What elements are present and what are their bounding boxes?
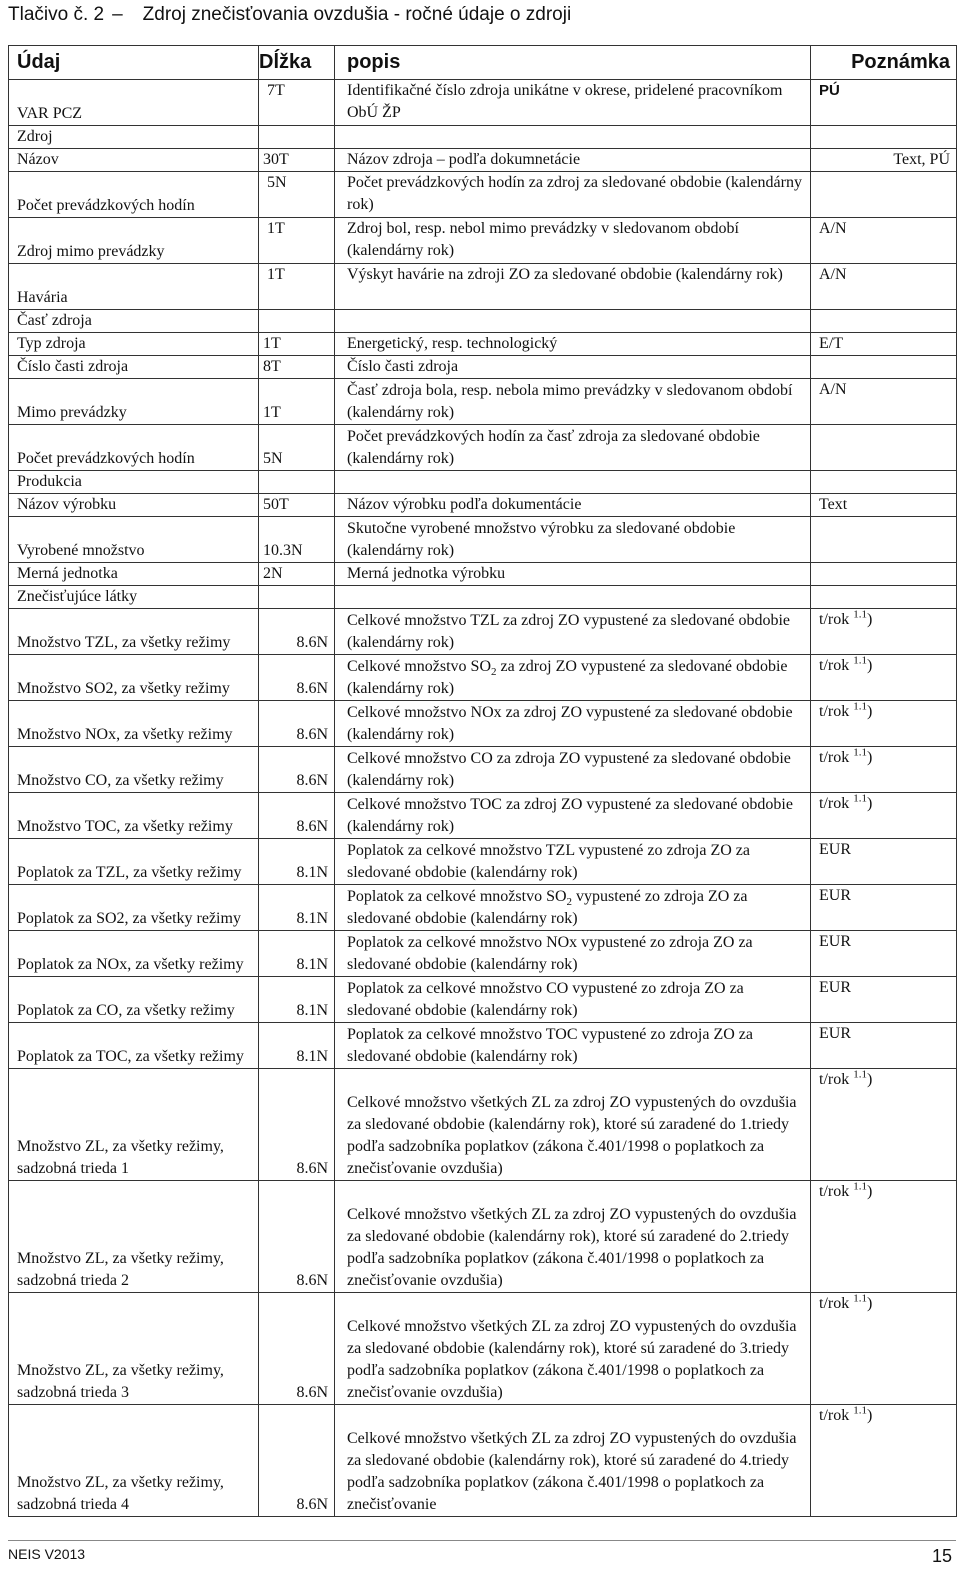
cell-udaj: Počet prevádzkových hodín bbox=[9, 425, 259, 471]
cell-popis: Celkové množstvo všetkých ZL za zdroj ZO vypustených do ovzdušia za sledované obdobie (kalendárny rok), ktoré sú zaradené do 3.triedy podľa sadzobníka poplatkov (zákona č.401/1998 o poplatkoch za znečisťovanie ovzdušia) bbox=[335, 1293, 811, 1405]
cell-udaj: Číslo časti zdroja bbox=[9, 356, 259, 379]
empty-cell bbox=[259, 471, 335, 494]
table-row bbox=[9, 609, 957, 655]
table-row bbox=[9, 218, 957, 264]
cell-poznamka: t/rok $^{1.1}$) bbox=[811, 793, 957, 839]
cell-popis: Celkové množstvo NOx za zdroj ZO vypustené za sledované obdobie (kalendárny rok) bbox=[335, 701, 811, 747]
poznamka-text: t/rok bbox=[819, 795, 850, 812]
cell-udaj: Zdroj mimo prevádzky bbox=[9, 218, 259, 264]
cell-dlzka: 5N bbox=[259, 425, 335, 471]
subscript: 2 bbox=[566, 896, 573, 909]
popis-text: Celkové množstvo SO bbox=[347, 658, 491, 675]
cell-poznamka bbox=[811, 379, 957, 425]
cell-poznamka bbox=[811, 80, 957, 126]
empty-cell bbox=[259, 126, 335, 149]
form-title bbox=[8, 2, 948, 28]
section-row bbox=[9, 471, 957, 494]
table-row bbox=[9, 885, 957, 931]
cell-popis: Poplatok za celkové množstvo CO vypustené zo zdroja ZO za sledované obdobie (kalendárny rok) bbox=[335, 977, 811, 1023]
cell-dlzka: 7T bbox=[259, 80, 335, 126]
popis-text: Poplatok za celkové množstvo SO bbox=[347, 888, 567, 905]
cell-popis: Poplatok za celkové množstvo NOx vypustené zo zdroja ZO za sledované obdobie (kalendárny rok) bbox=[335, 931, 811, 977]
footnote-ref: 1.1 bbox=[853, 1292, 867, 1305]
empty-cell bbox=[335, 310, 811, 333]
column-header-popis: popis bbox=[335, 46, 811, 80]
cell-popis: Počet prevádzkových hodín za zdroj za sledované obdobie (kalendárny rok) bbox=[335, 172, 811, 218]
cell-udaj: Počet prevádzkových hodín bbox=[9, 172, 259, 218]
footnote-ref: 1.1 bbox=[853, 792, 867, 805]
cell-dlzka: 8.1N bbox=[259, 1023, 335, 1069]
poznamka-text: Text bbox=[819, 496, 848, 513]
cell-popis: Celkové množstvo všetkých ZL za zdroj ZO vypustených do ovzdušia za sledované obdobie (kalendárny rok), ktoré sú zaradené do 1.triedy podľa sadzobníka poplatkov (zákona č.401/1998 o poplatkoch za znečisťovanie ovzdušia) bbox=[335, 1069, 811, 1181]
poznamka-text: t/rok bbox=[819, 703, 850, 720]
cell-dlzka: 1T bbox=[259, 264, 335, 310]
cell-popis: Názov výrobku podľa dokumentácie bbox=[335, 494, 811, 517]
cell-dlzka: 1T bbox=[259, 379, 335, 425]
poznamka-text: t/rok bbox=[819, 611, 850, 628]
cell-poznamka: t/rok $^{1.1}$) bbox=[811, 1405, 957, 1517]
form-label: Tlačivo č. 2 bbox=[8, 4, 105, 25]
cell-popis: Skutočne vyrobené množstvo výrobku za sledované obdobie (kalendárny rok) bbox=[335, 517, 811, 563]
cell-popis: Celkové množstvo CO za zdroja ZO vypustené za sledované obdobie (kalendárny rok) bbox=[335, 747, 811, 793]
popis-text: za zdroj ZO vypustené za sledované obdobie (kalendárny rok) bbox=[347, 658, 788, 697]
cell-poznamka bbox=[811, 425, 957, 471]
cell-popis: Merná jednotka výrobku bbox=[335, 563, 811, 586]
cell-udaj: Poplatok za TZL, za všetky režimy bbox=[9, 839, 259, 885]
popis-text: vypustené zo zdroja ZO za sledované obdobie (kalendárny rok) bbox=[347, 888, 748, 927]
footnote-ref: 1.1 bbox=[853, 700, 867, 713]
poznamka-text: t/rok bbox=[819, 1295, 850, 1312]
section-label: Znečisťujúce látky bbox=[9, 586, 259, 609]
cell-poznamka bbox=[811, 333, 957, 356]
cell-udaj: Množstvo ZL, za všetky režimy, sadzobná trieda 2 bbox=[9, 1181, 259, 1293]
cell-udaj: Množstvo SO2, za všetky režimy bbox=[9, 655, 259, 701]
poznamka-text: EUR bbox=[819, 933, 851, 950]
cell-dlzka: 8.6N bbox=[259, 1293, 335, 1405]
table-row bbox=[9, 1023, 957, 1069]
cell-popis: Celkové množstvo TZL za zdroj ZO vypustené za sledované obdobie (kalendárny rok) bbox=[335, 609, 811, 655]
empty-cell bbox=[811, 310, 957, 333]
data-table bbox=[8, 45, 957, 1517]
empty-cell bbox=[335, 586, 811, 609]
cell-popis: Identifikačné číslo zdroja unikátne v okrese, pridelené pracovníkom ObÚ ŽP bbox=[335, 80, 811, 126]
cell-udaj: Poplatok za SO2, za všetky režimy bbox=[9, 885, 259, 931]
table-row bbox=[9, 80, 957, 126]
empty-cell bbox=[811, 586, 957, 609]
table-row bbox=[9, 172, 957, 218]
cell-udaj: Vyrobené množstvo bbox=[9, 517, 259, 563]
footer-version: NEIS V2013 bbox=[8, 1546, 86, 1562]
footnote-ref: 1.1 bbox=[853, 1068, 867, 1081]
column-header-udaj: Údaj bbox=[9, 46, 259, 80]
cell-poznamka bbox=[811, 1023, 957, 1069]
cell-poznamka bbox=[811, 563, 957, 586]
section-row bbox=[9, 310, 957, 333]
cell-dlzka: 1T bbox=[259, 218, 335, 264]
cell-poznamka: t/rok $^{1.1}$) bbox=[811, 655, 957, 701]
cell-dlzka: 50T bbox=[259, 494, 335, 517]
cell-poznamka bbox=[811, 494, 957, 517]
cell-popis: Celkové množstvo TOC za zdroj ZO vypustené za sledované obdobie (kalendárny rok) bbox=[335, 793, 811, 839]
poznamka-text: A/N bbox=[819, 220, 847, 237]
cell-udaj: Poplatok za CO, za všetky režimy bbox=[9, 977, 259, 1023]
table-row bbox=[9, 517, 957, 563]
table-row bbox=[9, 839, 957, 885]
empty-cell bbox=[259, 310, 335, 333]
cell-dlzka: 8.1N bbox=[259, 839, 335, 885]
cell-udaj: Množstvo TOC, za všetky režimy bbox=[9, 793, 259, 839]
table-row bbox=[9, 563, 957, 586]
cell-poznamka bbox=[811, 839, 957, 885]
empty-cell bbox=[811, 126, 957, 149]
footnote-ref: 1.1 bbox=[853, 746, 867, 759]
column-header-poznamka: Poznámka bbox=[811, 46, 957, 80]
poznamka-text: EUR bbox=[819, 979, 851, 996]
cell-udaj: VAR PCZ bbox=[9, 80, 259, 126]
cell-udaj: Množstvo NOx, za všetky režimy bbox=[9, 701, 259, 747]
table-row bbox=[9, 1293, 957, 1405]
cell-dlzka: 10.3N bbox=[259, 517, 335, 563]
cell-popis: Názov zdroja – podľa dokumnetácie bbox=[335, 149, 811, 172]
cell-poznamka bbox=[811, 264, 957, 310]
cell-udaj: Množstvo ZL, za všetky režimy, sadzobná trieda 4 bbox=[9, 1405, 259, 1517]
subscript: 2 bbox=[491, 666, 497, 679]
footnote-ref: 1.1 bbox=[853, 608, 867, 621]
cell-popis: Celkové množstvo všetkých ZL za zdroj ZO vypustených do ovzdušia za sledované obdobie (kalendárny rok), ktoré sú zaradené do 2.triedy podľa sadzobníka poplatkov (zákona č.401/1998 o poplatkoch za znečisťovanie ovzdušia) bbox=[335, 1181, 811, 1293]
page-number: 15 bbox=[931, 1546, 952, 1566]
table-row bbox=[9, 977, 957, 1023]
table-row bbox=[9, 425, 957, 471]
cell-popis: Zdroj bol, resp. nebol mimo prevádzky v sledovanom období (kalendárny rok) bbox=[335, 218, 811, 264]
cell-dlzka: 8.6N bbox=[259, 609, 335, 655]
poznamka-text: E/T bbox=[819, 335, 843, 352]
cell-udaj: Množstvo ZL, za všetky režimy, sadzobná trieda 1 bbox=[9, 1069, 259, 1181]
cell-udaj: Poplatok za NOx, za všetky režimy bbox=[9, 931, 259, 977]
cell-poznamka: t/rok $^{1.1}$) bbox=[811, 1293, 957, 1405]
table-row bbox=[9, 793, 957, 839]
cell-poznamka: t/rok $^{1.1}$) bbox=[811, 747, 957, 793]
poznamka-text: A/N bbox=[819, 381, 847, 398]
cell-udaj: Názov bbox=[9, 149, 259, 172]
footer-divider bbox=[8, 1540, 956, 1541]
cell-dlzka: 8.6N bbox=[259, 1405, 335, 1517]
cell-dlzka: 8.1N bbox=[259, 885, 335, 931]
poznamka-text: t/rok bbox=[819, 1183, 850, 1200]
poznamka-text: EUR bbox=[819, 887, 851, 904]
cell-dlzka: 8.6N bbox=[259, 1069, 335, 1181]
poznamka-text: t/rok bbox=[819, 749, 850, 766]
table-row bbox=[9, 1405, 957, 1517]
cell-dlzka: 8.1N bbox=[259, 931, 335, 977]
table-row bbox=[9, 1181, 957, 1293]
table-row bbox=[9, 1069, 957, 1181]
table-row bbox=[9, 149, 957, 172]
cell-popis: Číslo časti zdroja bbox=[335, 356, 811, 379]
cell-poznamka bbox=[811, 931, 957, 977]
table-row bbox=[9, 494, 957, 517]
footnote-ref: 1.1 bbox=[853, 1404, 867, 1417]
cell-popis: Energetický, resp. technologický bbox=[335, 333, 811, 356]
cell-udaj: Merná jednotka bbox=[9, 563, 259, 586]
empty-cell bbox=[335, 471, 811, 494]
cell-dlzka: 8.6N bbox=[259, 701, 335, 747]
table-row bbox=[9, 931, 957, 977]
cell-udaj: Mimo prevádzky bbox=[9, 379, 259, 425]
cell-poznamka bbox=[811, 356, 957, 379]
cell-dlzka: 1T bbox=[259, 333, 335, 356]
cell-dlzka: 2N bbox=[259, 563, 335, 586]
poznamka-text: t/rok bbox=[819, 1071, 850, 1088]
cell-dlzka: 30T bbox=[259, 149, 335, 172]
cell-udaj: Názov výrobku bbox=[9, 494, 259, 517]
cell-dlzka: 8T bbox=[259, 356, 335, 379]
section-label: Produkcia bbox=[9, 471, 259, 494]
table-header-row bbox=[9, 46, 957, 80]
poznamka-text: A/N bbox=[819, 266, 847, 283]
section-row bbox=[9, 586, 957, 609]
cell-popis: Časť zdroja bola, resp. nebola mimo prevádzky v sledovanom období (kalendárny rok) bbox=[335, 379, 811, 425]
cell-dlzka: 8.6N bbox=[259, 793, 335, 839]
cell-poznamka bbox=[811, 172, 957, 218]
poznamka-text: t/rok bbox=[819, 657, 850, 674]
cell-udaj: Havária bbox=[9, 264, 259, 310]
title-dash: – bbox=[112, 4, 123, 25]
poznamka-text: EUR bbox=[819, 1025, 851, 1042]
cell-udaj: Množstvo TZL, za všetky režimy bbox=[9, 609, 259, 655]
cell-dlzka: 8.6N bbox=[259, 747, 335, 793]
cell-popis: Výskyt havárie na zdroji ZO za sledované obdobie (kalendárny rok) bbox=[335, 264, 811, 310]
empty-cell bbox=[335, 126, 811, 149]
poznamka-text: PÚ bbox=[819, 82, 840, 99]
cell-dlzka: 5N bbox=[259, 172, 335, 218]
cell-dlzka: 8.6N bbox=[259, 655, 335, 701]
table-row bbox=[9, 655, 957, 701]
cell-popis bbox=[335, 655, 811, 701]
table-row bbox=[9, 264, 957, 310]
cell-popis: Poplatok za celkové množstvo TZL vypustené zo zdroja ZO za sledované obdobie (kalendárny rok) bbox=[335, 839, 811, 885]
table-row bbox=[9, 333, 957, 356]
cell-poznamka bbox=[811, 517, 957, 563]
cell-poznamka: t/rok $^{1.1}$) bbox=[811, 609, 957, 655]
cell-poznamka bbox=[811, 218, 957, 264]
section-label: Zdroj bbox=[9, 126, 259, 149]
cell-dlzka: 8.6N bbox=[259, 1181, 335, 1293]
cell-poznamka: t/rok $^{1.1}$) bbox=[811, 1069, 957, 1181]
cell-poznamka: t/rok $^{1.1}$) bbox=[811, 1181, 957, 1293]
column-header-dlzka: Dĺžka bbox=[259, 46, 335, 80]
cell-poznamka bbox=[811, 149, 957, 172]
cell-popis bbox=[335, 885, 811, 931]
table-body bbox=[9, 80, 957, 1517]
section-label: Časť zdroja bbox=[9, 310, 259, 333]
cell-poznamka bbox=[811, 977, 957, 1023]
table-row bbox=[9, 379, 957, 425]
poznamka-text: t/rok bbox=[819, 1407, 850, 1424]
cell-popis: Počet prevádzkových hodín za časť zdroja za sledované obdobie (kalendárny rok) bbox=[335, 425, 811, 471]
cell-popis: Poplatok za celkové množstvo TOC vypustené zo zdroja ZO za sledované obdobie (kalendárny rok) bbox=[335, 1023, 811, 1069]
footnote-ref: 1.1 bbox=[853, 654, 867, 667]
cell-udaj: Poplatok za TOC, za všetky režimy bbox=[9, 1023, 259, 1069]
table-row bbox=[9, 747, 957, 793]
footnote-ref: 1.1 bbox=[853, 1180, 867, 1193]
table-row bbox=[9, 701, 957, 747]
empty-cell bbox=[259, 586, 335, 609]
cell-udaj: Typ zdroja bbox=[9, 333, 259, 356]
form-title-text: Zdroj znečisťovania ovzdušia - ročné údaje o zdroji bbox=[142, 4, 572, 25]
poznamka-text: EUR bbox=[819, 841, 851, 858]
empty-cell bbox=[811, 471, 957, 494]
cell-poznamka bbox=[811, 885, 957, 931]
table-row bbox=[9, 356, 957, 379]
cell-dlzka: 8.1N bbox=[259, 977, 335, 1023]
cell-poznamka: t/rok $^{1.1}$) bbox=[811, 701, 957, 747]
cell-popis: Celkové množstvo všetkých ZL za zdroj ZO vypustených do ovzdušia za sledované obdobie (kalendárny rok), ktoré sú zaradené do 4.triedy podľa sadzobníka poplatkov (zákona č.401/1998 o poplatkoch za znečisťovanie bbox=[335, 1405, 811, 1517]
cell-udaj: Množstvo CO, za všetky režimy bbox=[9, 747, 259, 793]
poznamka-text: Text, PÚ bbox=[893, 151, 950, 168]
section-row bbox=[9, 126, 957, 149]
cell-udaj: Množstvo ZL, za všetky režimy, sadzobná trieda 3 bbox=[9, 1293, 259, 1405]
